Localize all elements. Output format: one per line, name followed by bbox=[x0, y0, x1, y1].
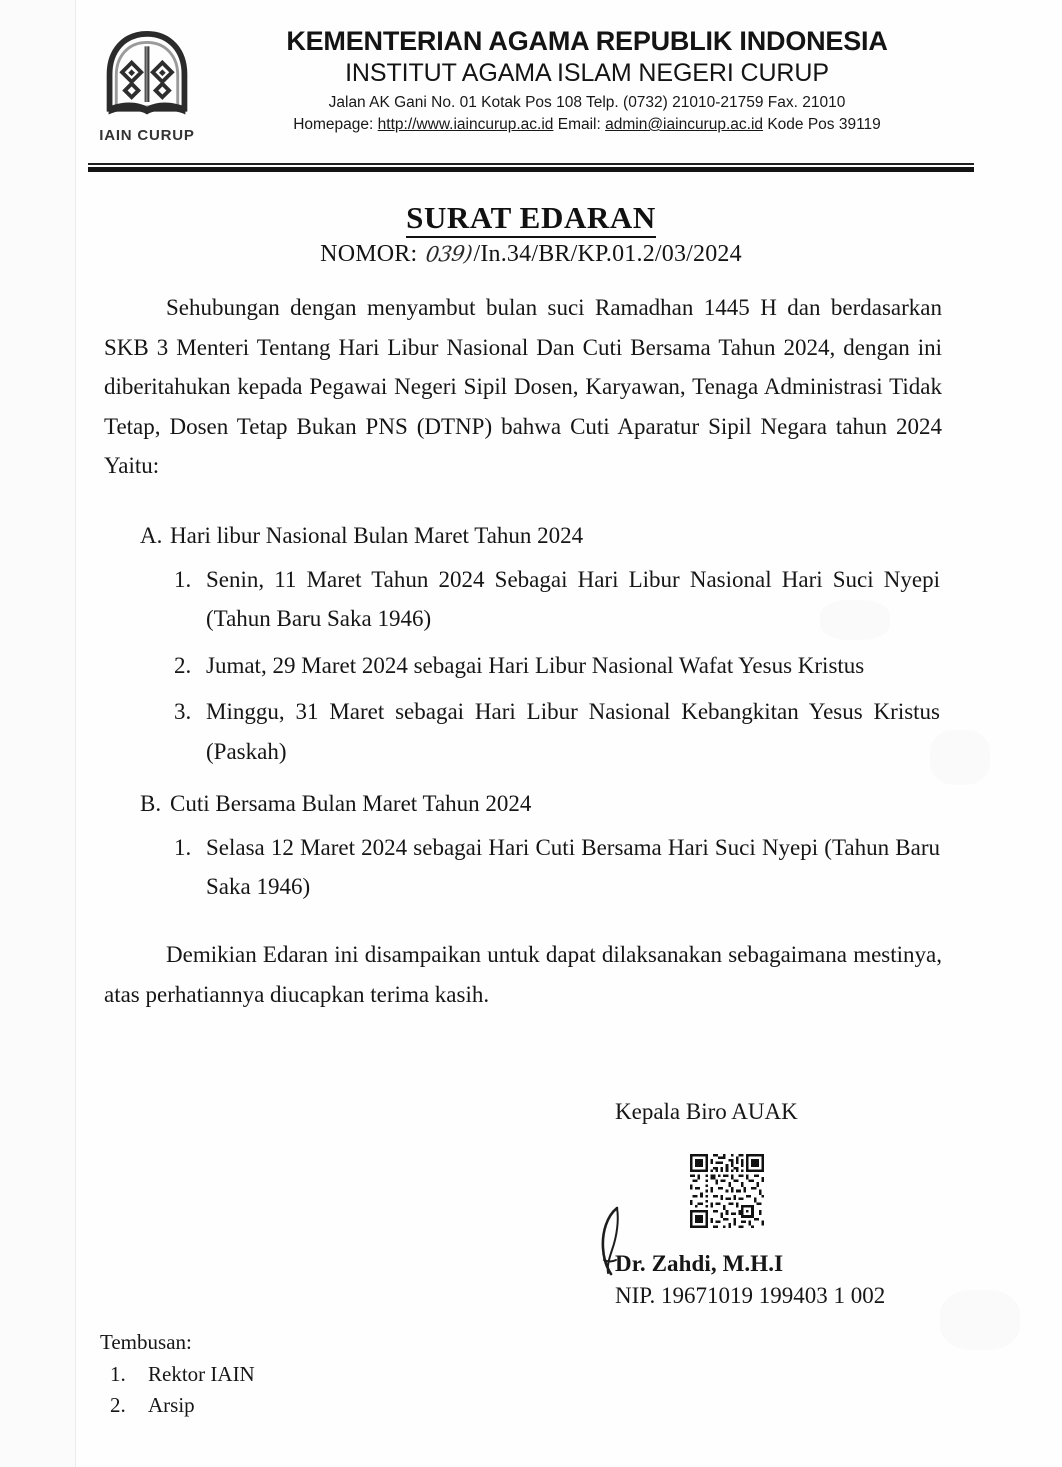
section-a-title: Hari libur Nasional Bulan Maret Tahun 2024 bbox=[170, 523, 584, 548]
logo-caption: IAIN CURUP bbox=[99, 127, 195, 144]
list-item bbox=[100, 1390, 255, 1420]
document-title bbox=[0, 200, 1062, 236]
letterhead-text bbox=[206, 26, 974, 136]
handwritten-signature-icon bbox=[595, 1204, 635, 1278]
nomor-label: NOMOR: bbox=[320, 241, 418, 267]
list-item-marker: 1. bbox=[174, 834, 192, 860]
list-item bbox=[174, 692, 940, 771]
tembusan-block bbox=[100, 1328, 255, 1420]
signature-name-row bbox=[615, 1250, 975, 1308]
list-item bbox=[174, 560, 940, 639]
list-item-text: Senin, 11 Maret Tahun 2024 Sebagai Hari Libur Nasional Hari Suci Nyepi (Tahun Baru Saka 1946) bbox=[206, 566, 940, 632]
signatory-name: Dr. Zahdi, M.H.I bbox=[615, 1251, 784, 1277]
institution-name: INSTITUT AGAMA ISLAM NEGERI CURUP bbox=[345, 58, 829, 87]
header-divider bbox=[88, 163, 974, 173]
list-item-marker: 2. bbox=[110, 1392, 126, 1417]
list-item-text: Arsip bbox=[148, 1392, 195, 1417]
section-b-marker: B. bbox=[140, 791, 162, 816]
tembusan-list bbox=[100, 1359, 255, 1420]
signatory-role: Kepala Biro AUAK bbox=[615, 1099, 798, 1124]
section-a-items bbox=[140, 560, 940, 772]
nomor-printed-value: /In.34/BR/KP.01.2/03/2024 bbox=[473, 241, 742, 267]
section-b bbox=[140, 787, 940, 914]
nomor-handwritten-value: 039) bbox=[423, 241, 474, 267]
intro-paragraph: Sehubungan dengan menyambut bulan suci Ramadhan 1445 H dan berdasarkan SKB 3 Menteri Tentang Hari Libur Nasional Dan Cuti Bersama Tahun 2024, dengan ini diberitahukan kepada Pegawai Negeri Sipil Dosen, Karyawan, Tenaga Administrasi Tidak Tetap, Dosen Tetap Bukan PNS (DTNP) bahwa Cuti Aparatur Sipil Negara tahun 2024 Yaitu: bbox=[104, 295, 942, 479]
homepage-label: Homepage: bbox=[293, 116, 378, 134]
section-a bbox=[140, 519, 940, 778]
list-item-marker: 3. bbox=[174, 699, 192, 725]
list-item-text: Selasa 12 Maret 2024 sebagai Hari Cuti Bersama Hari Suci Nyepi (Tahun Baru Saka 1946) bbox=[206, 834, 940, 900]
tembusan-title: Tembusan: bbox=[100, 1330, 192, 1354]
section-b-items bbox=[140, 828, 940, 907]
list-item-marker: 2. bbox=[174, 652, 192, 678]
section-b-title: Cuti Bersama Bulan Maret Tahun 2024 bbox=[170, 791, 532, 816]
homepage-link[interactable]: http://www.iaincurup.ac.id bbox=[377, 116, 554, 134]
email-label: Email: bbox=[553, 116, 606, 134]
list-item bbox=[174, 646, 940, 686]
document-number bbox=[0, 241, 1062, 268]
ministry-name: KEMENTERIAN AGAMA REPUBLIK INDONESIA bbox=[286, 26, 888, 56]
qr-code-graphic bbox=[690, 1154, 764, 1228]
list-item-text: Jumat, 29 Maret 2024 sebagai Hari Libur Nasional Wafat Yesus Kristus bbox=[206, 652, 865, 678]
closing-paragraph: Demikian Edaran ini disampaikan untuk dapat dilaksanakan sebagaimana mestinya, atas perhatiannya diucapkan terima kasih. bbox=[104, 942, 942, 1007]
list-item-marker: 1. bbox=[110, 1362, 126, 1387]
institution-logo bbox=[88, 26, 206, 144]
signature-block bbox=[615, 1096, 975, 1308]
section-b-heading bbox=[140, 787, 940, 822]
qr-code-icon[interactable] bbox=[690, 1154, 764, 1228]
letterhead bbox=[88, 26, 974, 144]
section-a-marker: A. bbox=[140, 523, 163, 548]
list-item-marker: 1. bbox=[174, 566, 192, 592]
list-item-text: Minggu, 31 Maret sebagai Hari Libur Nasional Kebangkitan Yesus Kristus (Paskah) bbox=[206, 699, 940, 764]
list-item-text: Rektor IAIN bbox=[148, 1362, 255, 1387]
postal-code: Kode Pos 39119 bbox=[763, 116, 881, 134]
section-a-heading bbox=[140, 519, 940, 554]
address-line: Jalan AK Gani No. 01 Kotak Pos 108 Telp. (0732) 21010-21759 Fax. 21010 bbox=[328, 94, 846, 112]
email-link[interactable]: admin@iaincurup.ac.id bbox=[605, 116, 764, 134]
list-item bbox=[100, 1359, 255, 1389]
list-item bbox=[174, 828, 940, 907]
document-title-text: SURAT EDARAN bbox=[406, 200, 656, 238]
iain-curup-crest-icon bbox=[99, 30, 195, 126]
signatory-nip: NIP. 19671019 199403 1 002 bbox=[615, 1282, 886, 1308]
contact-line bbox=[210, 115, 964, 136]
